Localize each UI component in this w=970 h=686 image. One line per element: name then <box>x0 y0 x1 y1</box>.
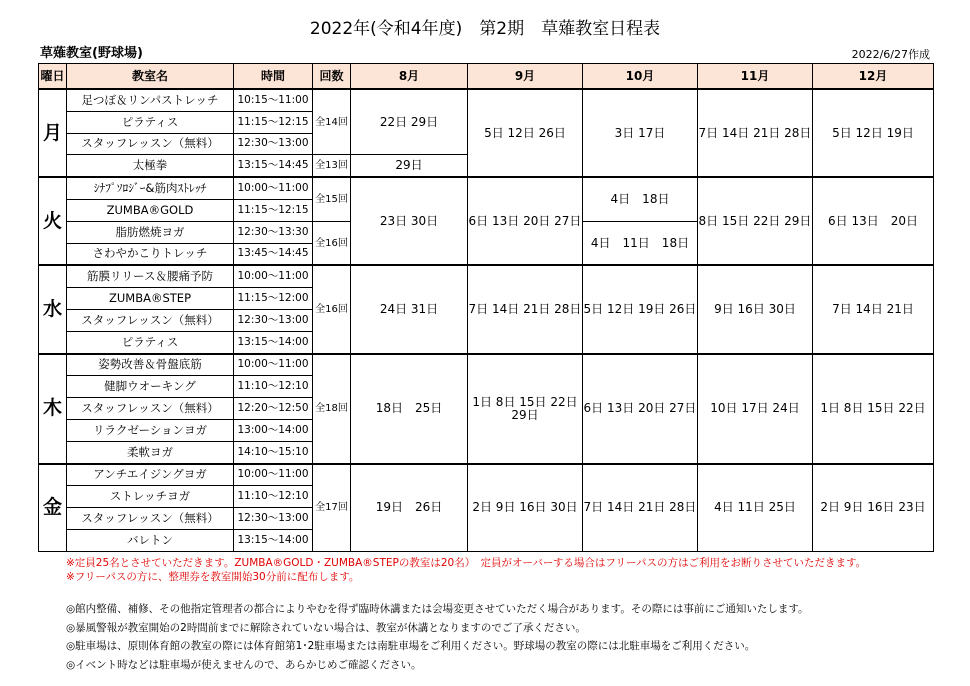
class-name: 筋膜リリース＆腰痛予防 <box>67 265 234 287</box>
venue-label: 草薙教室(野球場) <box>40 46 143 61</box>
class-time: 13:15～14:00 <box>234 529 313 551</box>
class-time: 12:30～13:00 <box>234 309 313 331</box>
class-name: バレトン <box>67 529 234 551</box>
created-date: 2022/6/27作成 <box>851 48 930 61</box>
class-name: ピラティス <box>67 111 234 133</box>
class-name: リラクゼーションヨガ <box>67 419 234 441</box>
dates-september: 6日 13日 20日 27日 <box>468 177 583 265</box>
header-class: 教室名 <box>67 64 234 90</box>
table-row <box>39 354 934 376</box>
dates-september: 5日 12日 26日 <box>468 89 583 177</box>
session-count: 全17回 <box>313 464 351 552</box>
header-september: 9月 <box>468 64 583 90</box>
class-time: 13:15～14:00 <box>234 331 313 353</box>
dates-december: 1日 8日 15日 22日 <box>813 354 934 464</box>
class-time: 13:45～14:45 <box>234 243 313 265</box>
session-count: 全16回 <box>313 221 351 265</box>
note-line: ※定員25名とさせていただきます。ZUMBA®GOLD・ZUMBA®STEPの教室は20名） 定員がオーバーする場合はフリーパスの方はご利用をお断りさせていただきます。 <box>66 557 867 569</box>
class-name: 足つぼ＆リンパストレッチ <box>67 89 234 111</box>
class-name: 姿勢改善＆骨盤底筋 <box>67 354 234 376</box>
session-count: 全18回 <box>313 354 351 464</box>
class-name: ZUMBA®STEP <box>67 288 234 310</box>
schedule-table <box>38 63 934 552</box>
note-line: ※フリーパスの方に、整理券を教室開始30分前に配布します。 <box>66 571 360 583</box>
dates-december: 5日 12日 19日 <box>813 89 934 177</box>
table-row <box>39 265 934 287</box>
header-count: 回数 <box>313 64 351 90</box>
dates-september: 2日 9日 16日 30日 <box>468 464 583 552</box>
header-november: 11月 <box>698 64 813 90</box>
dates-august: 19日 26日 <box>351 464 468 552</box>
class-time: 10:15～11:00 <box>234 89 313 111</box>
class-time: 11:15～12:15 <box>234 199 313 221</box>
day-monday: 月 <box>39 89 67 177</box>
dates-august: 29日 <box>351 155 468 177</box>
note-line: ◎イベント時などは駐車場が使えませんので、あらかじめご確認ください。 <box>66 658 422 671</box>
dates-november: 7日 14日 21日 28日 <box>698 89 813 177</box>
class-time: 14:10～15:10 <box>234 441 313 463</box>
general-notes <box>66 600 808 674</box>
class-name: 太極拳 <box>67 155 234 177</box>
session-count: 全16回 <box>313 265 351 353</box>
class-name: スタッフレッスン（無料） <box>67 133 234 155</box>
note-line: ◎暴風警報が教室開始の2時間前までに解除されていない場合は、教室が休講となりますのでご了承ください。 <box>66 621 586 634</box>
dates-august: 23日 30日 <box>351 177 468 265</box>
dates-october: 3日 17日 <box>583 89 698 177</box>
class-name: ピラティス <box>67 331 234 353</box>
session-count: 全13回 <box>313 155 351 177</box>
class-name: 柔軟ヨガ <box>67 441 234 463</box>
day-wednesday: 水 <box>39 265 67 353</box>
class-time: 12:30～13:00 <box>234 508 313 530</box>
class-time: 10:00～11:00 <box>234 354 313 376</box>
header-day: 曜日 <box>39 64 67 90</box>
day-thursday: 木 <box>39 354 67 464</box>
header-december: 12月 <box>813 64 934 90</box>
class-time: 10:00～11:00 <box>234 265 313 287</box>
dates-december: 6日 13日 20日 <box>813 177 934 265</box>
capacity-notes <box>66 556 866 584</box>
note-line: ◎館内整備、補修、その他指定管理者の都合によりやむを得ず臨時休講または会場変更させていただく場合があります。その際には事前にご通知いたします。 <box>66 603 809 615</box>
class-name: ストレッチヨガ <box>67 486 234 508</box>
class-name: ｼﾅﾌﾟｿﾛｼﾞｰ&筋肉ｽﾄﾚｯﾁ <box>67 177 234 199</box>
class-time: 11:15～12:15 <box>234 111 313 133</box>
class-time: 10:00～11:00 <box>234 177 313 199</box>
class-time: 12:20～12:50 <box>234 398 313 420</box>
day-friday: 金 <box>39 464 67 552</box>
day-tuesday: 火 <box>39 177 67 265</box>
header-october: 10月 <box>583 64 698 90</box>
dates-august: 24日 31日 <box>351 265 468 353</box>
dates-october: 4日 11日 18日 <box>583 221 698 265</box>
class-name: スタッフレッスン（無料） <box>67 508 234 530</box>
class-time: 11:10～12:10 <box>234 376 313 398</box>
class-name: アンチエイジングヨガ <box>67 464 234 486</box>
dates-august: 18日 25日 <box>351 354 468 464</box>
table-row <box>39 177 934 199</box>
dates-september: 1日 8日 15日 22日 29日 <box>468 354 583 464</box>
class-time: 13:00～14:00 <box>234 419 313 441</box>
dates-november: 9日 16日 30日 <box>698 265 813 353</box>
dates-october: 7日 14日 21日 28日 <box>583 464 698 552</box>
header-row <box>39 64 934 90</box>
class-name: 脂肪燃焼ヨガ <box>67 221 234 243</box>
class-name: スタッフレッスン（無料） <box>67 309 234 331</box>
dates-december: 7日 14日 21日 <box>813 265 934 353</box>
dates-november: 4日 11日 25日 <box>698 464 813 552</box>
class-name: さわやかこりトレッチ <box>67 243 234 265</box>
class-time: 12:30～13:30 <box>234 221 313 243</box>
dates-october: 6日 13日 20日 27日 <box>583 354 698 464</box>
page-title: 2022年(令和4年度) 第2期 草薙教室日程表 <box>309 19 661 39</box>
class-time: 12:30～13:00 <box>234 133 313 155</box>
class-time: 11:10～12:10 <box>234 486 313 508</box>
dates-november: 10日 17日 24日 <box>698 354 813 464</box>
note-line: ◎駐車場は、原則体育館の教室の際には体育館第1･2駐車場または南駐車場をご利用ください。野球場の教室の際には北駐車場をご利用ください。 <box>66 640 756 652</box>
session-count: 全15回 <box>313 177 351 221</box>
dates-october: 4日 18日 <box>583 177 698 221</box>
class-time: 13:15～14:45 <box>234 155 313 177</box>
class-time: 11:15～12:00 <box>234 288 313 310</box>
class-time: 10:00～11:00 <box>234 464 313 486</box>
dates-october: 5日 12日 19日 26日 <box>583 265 698 353</box>
header-august: 8月 <box>351 64 468 90</box>
dates-november: 8日 15日 22日 29日 <box>698 177 813 265</box>
session-count: 全14回 <box>313 89 351 155</box>
table-row <box>39 464 934 486</box>
class-name: ZUMBA®GOLD <box>67 199 234 221</box>
dates-august: 22日 29日 <box>351 89 468 155</box>
table-row <box>39 89 934 111</box>
dates-september: 7日 14日 21日 28日 <box>468 265 583 353</box>
header-time: 時間 <box>234 64 313 90</box>
class-name: 健脚ウオーキング <box>67 376 234 398</box>
dates-december: 2日 9日 16日 23日 <box>813 464 934 552</box>
class-name: スタッフレッスン（無料） <box>67 398 234 420</box>
